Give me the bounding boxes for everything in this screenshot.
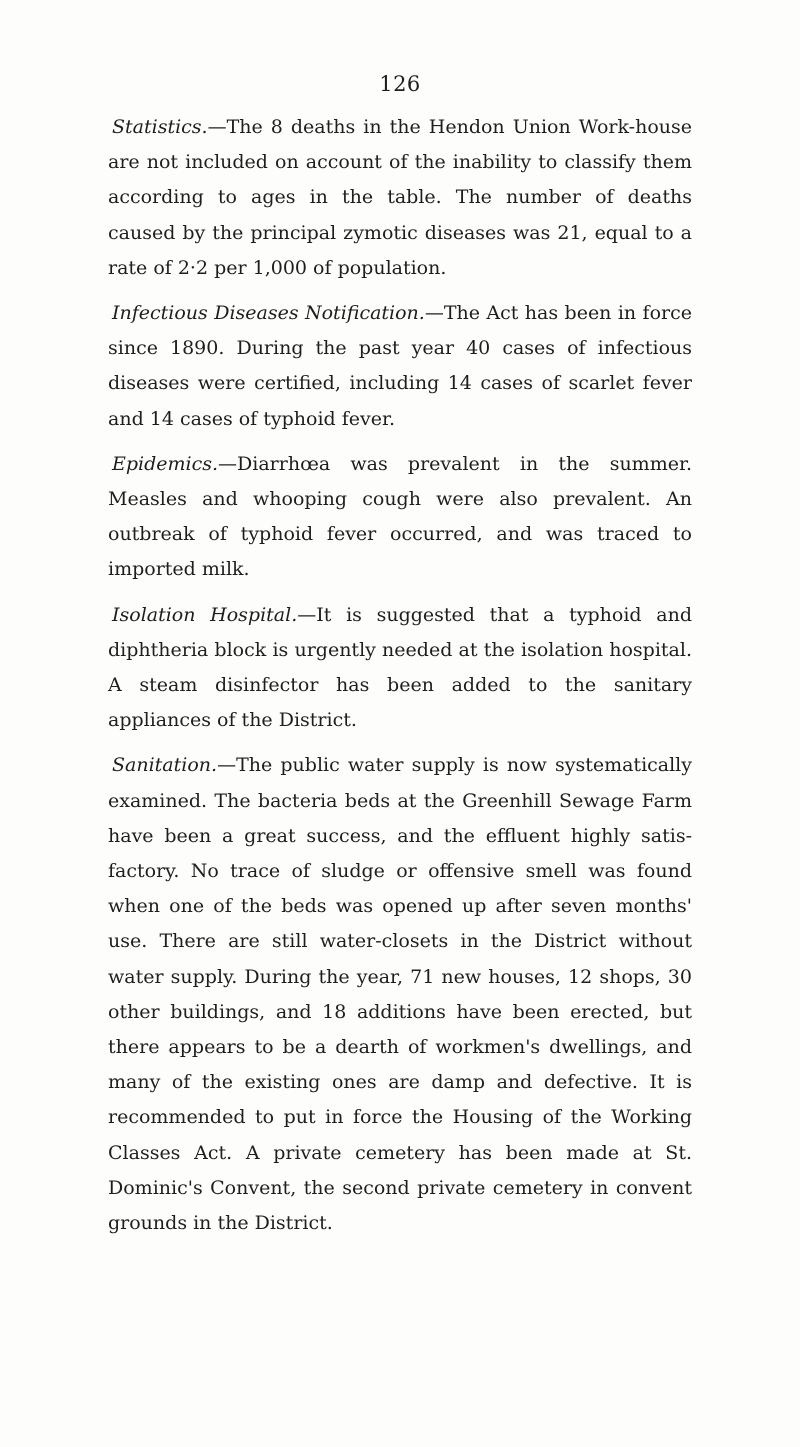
paragraph-heading: Isolation Hospital. [112, 603, 298, 626]
paragraph-text: —The Act has been in force since 1890. During the past year 40 cases of infectious diseases were certified, including 14 cases of scarlet fever and 14 cases of typhoid fever. [108, 302, 692, 430]
paragraph-heading: Sanitation. [112, 754, 218, 777]
report-body [108, 110, 692, 1251]
paragraph-heading: Infectious Diseases Notification. [112, 302, 425, 325]
paragraph-epidemics [108, 447, 692, 588]
paragraph-text: —The public water supply is now systematically examined. The bacteria beds at the Greenhill Sewage Farm have been a great success, and the effluent highly satis-factory. No trace of sludge or offensive smell was found when one of the beds was opened up after seven months' use. There are still water-closets in the District without water supply. During the year, 71 new houses, 12 shops, 30 other buildings, and 18 additions have been erected, but there appears to be a dearth of workmen's dwellings, and many of the existing ones are damp and defective. It is recommended to put in force the Housing of the Working Classes Act. A private cemetery has been made at St. Dominic's Convent, the second private cemetery in convent grounds in the District. [108, 754, 692, 1235]
paragraph-isolation-hospital [108, 598, 692, 739]
paragraph-text: —Diarrhœa was prevalent in the summer. Measles and whooping cough were also prevalent. An outbreak of typhoid fever occurred, and was traced to imported milk. [108, 452, 692, 581]
paragraph-sanitation [108, 748, 692, 1241]
page-number: 126 [379, 72, 421, 96]
paragraph-text: —It is suggested that a typhoid and diphtheria block is urgently needed at the isolation hospital. A steam disinfector has been added to the sanitary appliances of the District. [108, 603, 692, 732]
paragraph-heading: Statistics. [112, 116, 208, 138]
paragraph-text: —The 8 deaths in the Hendon Union Work-house are not included on account of the inability to classify them according to ages in the table. The number of deaths caused by the principal zymotic diseases was 21, equal to a rate of 2·2 per 1,000 of population. [108, 116, 692, 279]
paragraph-infectious-diseases [108, 296, 692, 437]
paragraph-statistics [108, 110, 692, 286]
paragraph-heading: Epidemics. [112, 452, 219, 475]
